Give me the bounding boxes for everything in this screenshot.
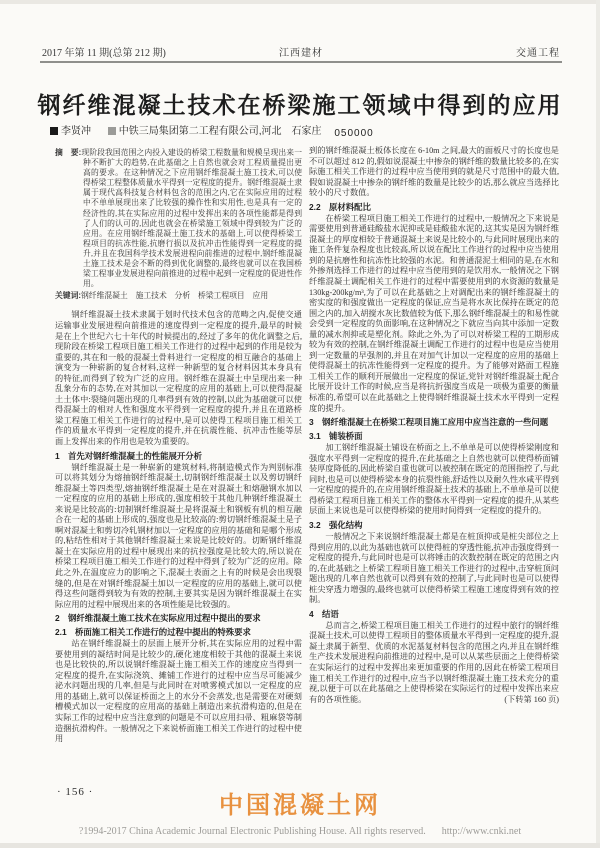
section-heading-4: 4 结语 bbox=[309, 608, 339, 619]
affiliation: 中铁三局集团第二工程有限公司,河北 石家庄 bbox=[118, 126, 322, 137]
keywords bbox=[55, 291, 302, 301]
watermark: 中国混凝土网 bbox=[219, 792, 381, 819]
paragraph-continued: 到的钢纤维混凝土板体长度在 6-10m 之间,最大的面板尺寸的长度也是不可以超过 812 的,假如说混凝土中掺杂的钢纤维的数量比较多的,在实际施工相关工作进行的过程中应当使用到的就是尺寸范围中的最大值,假如说混凝土中掺杂的钢纤维的数量是比较少的话,那么就应当选择比较小的尺寸数值。 bbox=[309, 146, 559, 198]
paragraph: 站在钢纤维混凝土的层面上展开分析,其在实际应用的过程中需要使用到的凝结时间是比较少的,硬化速度相较于其他的混凝土来说也是比较快的,所以说钢纤维混凝土施工相关工作的速度应当得到一定程度的提升,在实际浇筑、摊铺工作进行的过程中应当尽可能减少泌水问题出现的几率,但是与此同时在对喷雾模式加以一定程度的应用的基础上,就可以保证桥面之上的水分不会蒸发,也是需要在对硬刻槽模式加以一定程度的应用高的基础上制造出来抗滑构造的,但是在实际工作的过程中应当注意到的问题是不可以应用扫帚、粗麻袋等制造捆抗滑构件。一般情况之下来说桥面施工相关工作进行的过程中使用 bbox=[55, 639, 302, 744]
header-divider bbox=[40, 61, 562, 63]
section-heading-3: 3 钢纤维混凝土在桥梁工程项目施工应用中应当注意的一些问题 bbox=[309, 417, 549, 428]
copyright-footer bbox=[0, 826, 600, 837]
issue-info: 2017 年第 11 期(总第 212 期) bbox=[42, 48, 166, 59]
paragraph: 加工钢纤维混凝土铺设在桥面之上,不单单是可以使得桥梁刚度和强度水平得到一定程度的提升,在此基础之上自然也就可以使得桥面铺装厚度降低的,因此桥梁自重也就可以被控制在既定的范围指控了,与此同时,也是可以使得桥梁本身的抗裂性能,舒适性以及耐久性水咸平得到一定程度的提升的,在应用钢纤维混凝土技术的基础上,不单单是可以使得桥梁工程项目施工相关工作的整体水平得到一定程度的提升,从某些层面上来说也是可以使得桥梁的使用时间得到一定程度的提升的。 bbox=[309, 443, 559, 516]
paragraph: 钢纤维混凝土是一种崭新的建筑材料,将制造模式作为判别标准可以将其划分为熔抽钢纤维混凝土,切制钢纤维混凝土以及剪切钢纤维混凝土等四类型,熔抽钢纤维混凝土是在对混凝土和熔融钢水加以一定程度的应用的基础上形成的,强度相较于其他几种钢纤维混凝土来说是比较高的:切制钢纤维混凝土是将混凝土和钢板有机的相互融合在一起的基础上形成的,强度也是比较高的:剪切钢纤维混凝土是子啊对混凝土和剪切冷轧钢材加以一定程度的应用的基础和是哪个形成的,粘结性相对于其他钢纤维混凝土来说是比较好的。切断钢纤维混凝土在实际应用的过程中展现出来的抗拉强度是比较大的,所以说在桥梁工程项目施工相关工作进行的过程中得到了较为广泛的应用。除此之外,在温度应力的影响之下,混凝土表面之上有的时候是会出现裂缝的,但是在对钢纤维混凝土加以一定程度的应用的基础上,就可以使得这些问题得到较为有效的控制,主要其实是因为钢纤维混凝土在实际应用的过程中展现出来的各项性能是比较强的。 bbox=[55, 462, 302, 609]
section-heading-3-1: 3.1 铺装桥面 bbox=[309, 431, 363, 442]
publisher-url: http://www.cnki.net bbox=[441, 826, 522, 837]
section-heading-3-2: 3.2 强化结构 bbox=[309, 519, 363, 530]
paragraph: 一般情况之下来说钢纤维混凝土都是在桩顶抑或是桩尖部位之上得到应用的,以此为基础也就可以使得桩的穿透性能,抗冲击强度得到一定程度的提升,与此同时也是可以将锤击的次数控制在既定的范围之内的,在此基础之上桥梁工程项目施工相关工作进行的过程中,击穿桩顶问题出现的几率自然也就可以得到有效的控制了,与此同时也是可以使得桩尖穿透力增强的,最终也就可以使得桥梁工程施工速度得到有效的控制。 bbox=[309, 531, 559, 605]
paragraph-conclusion bbox=[309, 621, 559, 705]
paragraph-intro: 钢纤维混凝土技术隶属于划时代技术包含的范畴之内,促使交通运输事业发展进程向前推进的速度得到一定程度的提升,最早的时候是在上个世纪六七十年代的时候提出的,经过了多年的优化调整之后,现阶段在桥梁工程项目施工相关工作进行的过程中起到的作用是较为重要的,其在和一般的混凝土骨料进行一定程度的相互融合的基础上演变为一种崭新的复合材料,这样一种新型的复合材料因其本身具有的特征,而得到了较为广泛的应用。钢纤维在混凝土中呈现出来一种乱象分布的态势,在对其加以一定程度的应用的基础上,可以使得混凝土土体中:裂缝问题出现的几率得到有效的控制,以此为基础就可以使得混凝土的相对人性和强度水平得到一定程度的提升,并且在道路桥梁工程施工相关工作进行的过程中,是可以使得工程项目施工相关工作的质量水平得到一定程度的提升,并在抗震性能、抗冲击性能等层面上发挥出来的作用也是较为重要的。 bbox=[55, 310, 302, 446]
abstract bbox=[55, 148, 302, 289]
section-heading-2: 2 钢纤维混凝土施工技术在实际应用过程中提出的要求 bbox=[55, 613, 261, 624]
scan-edge-top bbox=[0, 0, 600, 4]
postal-code: 050000 bbox=[334, 128, 374, 139]
copyright-text: ?1994-2017 China Academic Journal Electronic Publishing House. All rights reserved. bbox=[78, 826, 426, 837]
scan-edge-right bbox=[596, 0, 600, 848]
author-marker-icon bbox=[50, 127, 58, 135]
page-title: 钢纤维混凝土技术在桥梁施工领域中得到的应用 bbox=[37, 92, 563, 119]
continued-on-page-note: (下转第 160 页) bbox=[504, 694, 559, 704]
conclusion-text: 总而言之,桥梁工程项目施工相关工作进行的过程中旅行的钢纤维混凝土技术,可以使得工程项目的整体质量水平得到一定程度的提升,混凝土隶属于新型、优质的水泥基复材料包含的范围之内,并且在钢纤维生产技术发展进程向前推进的过程中,是可以从某些层面之上使得桥梁在实际运行的过程中发挥出来更加重要的作用的,因此在桥梁工程项目施工相关工作进行的过程中,应当予以钢纤维混凝土施工技术充分的重视,以便于可以在此基础之上使得桥梁在实际运行的过程中发挥出来应有的各项性能。 bbox=[309, 620, 559, 704]
author-line bbox=[50, 122, 560, 137]
page-number: · 156 · bbox=[57, 786, 94, 798]
right-column bbox=[309, 146, 559, 705]
section-heading-2-1: 2.1 桥面施工相关工作进行的过程中提出的特殊要求 bbox=[55, 627, 251, 638]
abstract-text: 现阶段我国范围之内投入建设的桥梁工程数量和规模呈现出来一种不断扩大的趋势,在此基础之上自然也就会对工程质量提出更高的要求。在这种情况之下应用钢纤维混凝土施工技术,可以使得桥梁工程整体质量水平得到一定程度的提升。钢纤维混凝土隶属于现代高科技复合材料包含的范围之内,它在实际应用的过程中不单单展现出来了比较强的操作性和实用性,也是具有一定的经济性的,其在实际应用的过程中发挥出来的各项性能都是得到了人们的认可的,因此也就会在桥梁施工领域中得到较为广泛的应用。在应用钢纤维混凝土施工技术的基础上,可以使得桥梁工程项目的抗冻性能,抗磨行损以及抗冲击性能得到一定程度的提升,并且在我国科学技术发展进程向前推进的过程中,钢纤维混凝土施工技术是会不断的得到优化调整的,最终也就可以在我国桥梁工程事业发展进程向前推进的过程中起到一定程度的促进性作用。 bbox=[81, 148, 302, 289]
abstract-label: 摘 要: bbox=[55, 148, 82, 157]
left-column bbox=[55, 148, 302, 745]
journal-name: 江西建材 bbox=[279, 48, 323, 59]
scan-edge-bottom bbox=[0, 843, 600, 848]
affiliation-marker-icon bbox=[108, 127, 116, 135]
paragraph: 在桥梁工程项目施工相关工作进行的过程中,一般情况之下来说是需要使用到普通硅酸盐水泥抑或是硅酸盐水泥的,这其实是因为钢纤维混凝土的厚度相较于普通混凝土来说是比较小的,与此同时展现出来的施工条件复杂程度也比较高,所以说在配比工作进行的过程中应当使用到的是抗磨性和抗冻性比较强的水泥。和普通混泥土相同的是,在水和外掺剂选择工作进行的过程中应当使用到的是饮用水,一般情况之下钢纤维混凝土调配相关工作进行的过程中需要使用到的水资源的数量是 130kg-200kg/m³,为了可以在此基础之上对调配出来的钢纤维混凝土的密实度的和强度做出一定程度的保证,应当是将水灰比保持在既定的范围之内的,加入胡搅水灰比数值较为低下,那么钢纤维混凝土的和易性就会受到一定程度的负面影响,在这种情况之下就应当向其中添加一定数量的减水剂抑或是塑化剂。除此之外,为了可以对桥梁工程的工期形成较为有效的控制,在钢纤维混凝土调配工作进行的过程中也是应当使用到一定数量的早强剂的,并且在对加气计加以一定程度的应用的基础上使得混凝土的抗冻性能得到一定程度的提升。为了能够对路面工程施工相关工作的顺利开展做出一定程度的保证,党针对钢纤维混凝土配合比展开设计工作的时候,应当是将抗折强度当成是一项极为重要的衡量标准的,希望可以在此基础之上使得钢纤维混凝土技术水平得到一定程度的提升。 bbox=[309, 213, 559, 413]
column-name: 交通工程 bbox=[516, 48, 560, 59]
keywords-label: 关键词: bbox=[55, 291, 81, 301]
section-heading-1: 1 首先对钢纤维混凝土的性能展开分析 bbox=[55, 450, 203, 461]
journal-header bbox=[42, 44, 560, 58]
section-heading-2-2: 2.2 原材料配比 bbox=[309, 201, 371, 212]
author-name: 李贤冲 bbox=[61, 126, 91, 137]
keywords-text: 钢纤维混凝土 施工技术 分析 桥梁工程项目 应用 bbox=[81, 291, 269, 301]
